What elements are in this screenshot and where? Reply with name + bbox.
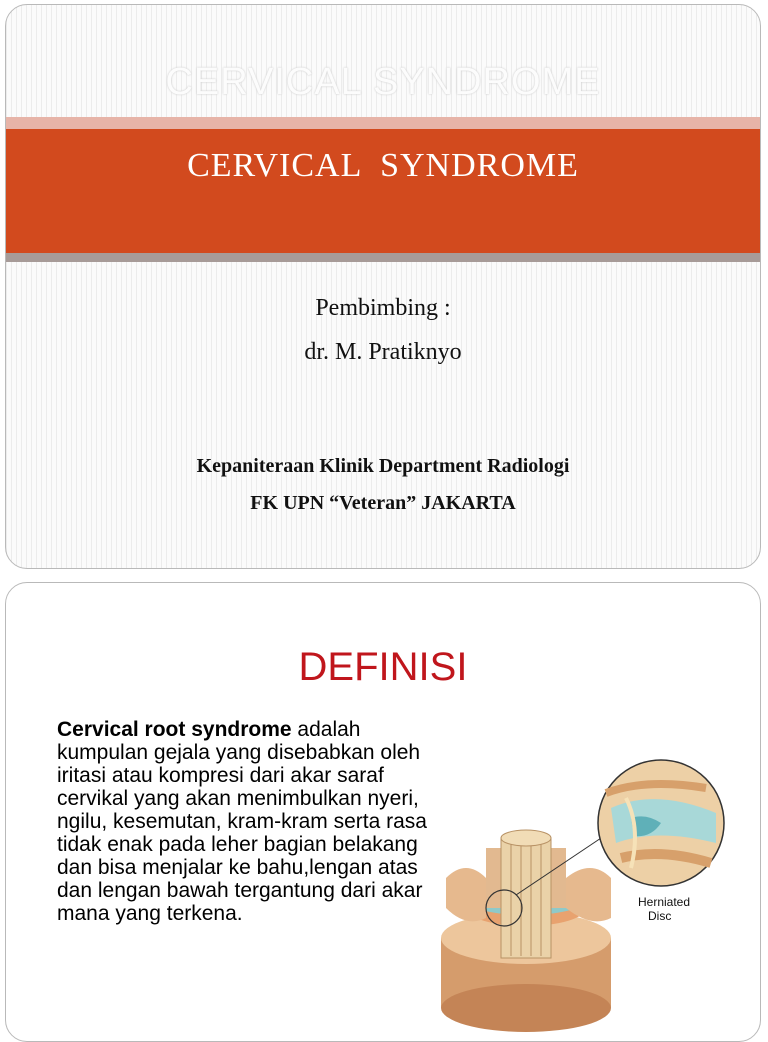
definition-slide [5,582,761,1042]
ghost-title: CERVICAL SYNDROME [165,61,601,103]
definition-paragraph [57,718,427,925]
herniated-label: Herniated [638,895,691,909]
supervisor-name: dr. M. Pratiknyo [304,339,462,365]
definition-term: Cervical root syndrome [57,718,292,741]
disc-label: Disc [648,909,672,923]
title-slide [5,4,761,569]
definition-body: adalah kumpulan gejala yang disebabkan oleh iritasi atau kompresi dari akar saraf cervikal yang akan menimbulkan nyeri, ngilu, kesemutan, kram-kram serta rasa tidak enak pada leher bagian belakang dan bisa menjalar ke bahu,lengan atas dan lengan bawah tergantung dari akar mana yang terkena. [57,718,427,925]
magnified-view [598,760,724,886]
vertebra-stack [441,830,611,1032]
definition-heading: DEFINISI [298,645,468,689]
accent-strip-pink [6,117,760,129]
spine-illustration [426,758,756,1038]
slide-title: CERVICAL SYNDROME [187,147,579,184]
department-text: Kepaniteraan Klinik Department Radiologi [196,455,570,477]
accent-strip-gray [6,253,760,262]
school-text: FK UPN “Veteran” JAKARTA [250,492,516,514]
supervisor-label: Pembimbing : [315,295,451,321]
title-band [6,129,760,253]
